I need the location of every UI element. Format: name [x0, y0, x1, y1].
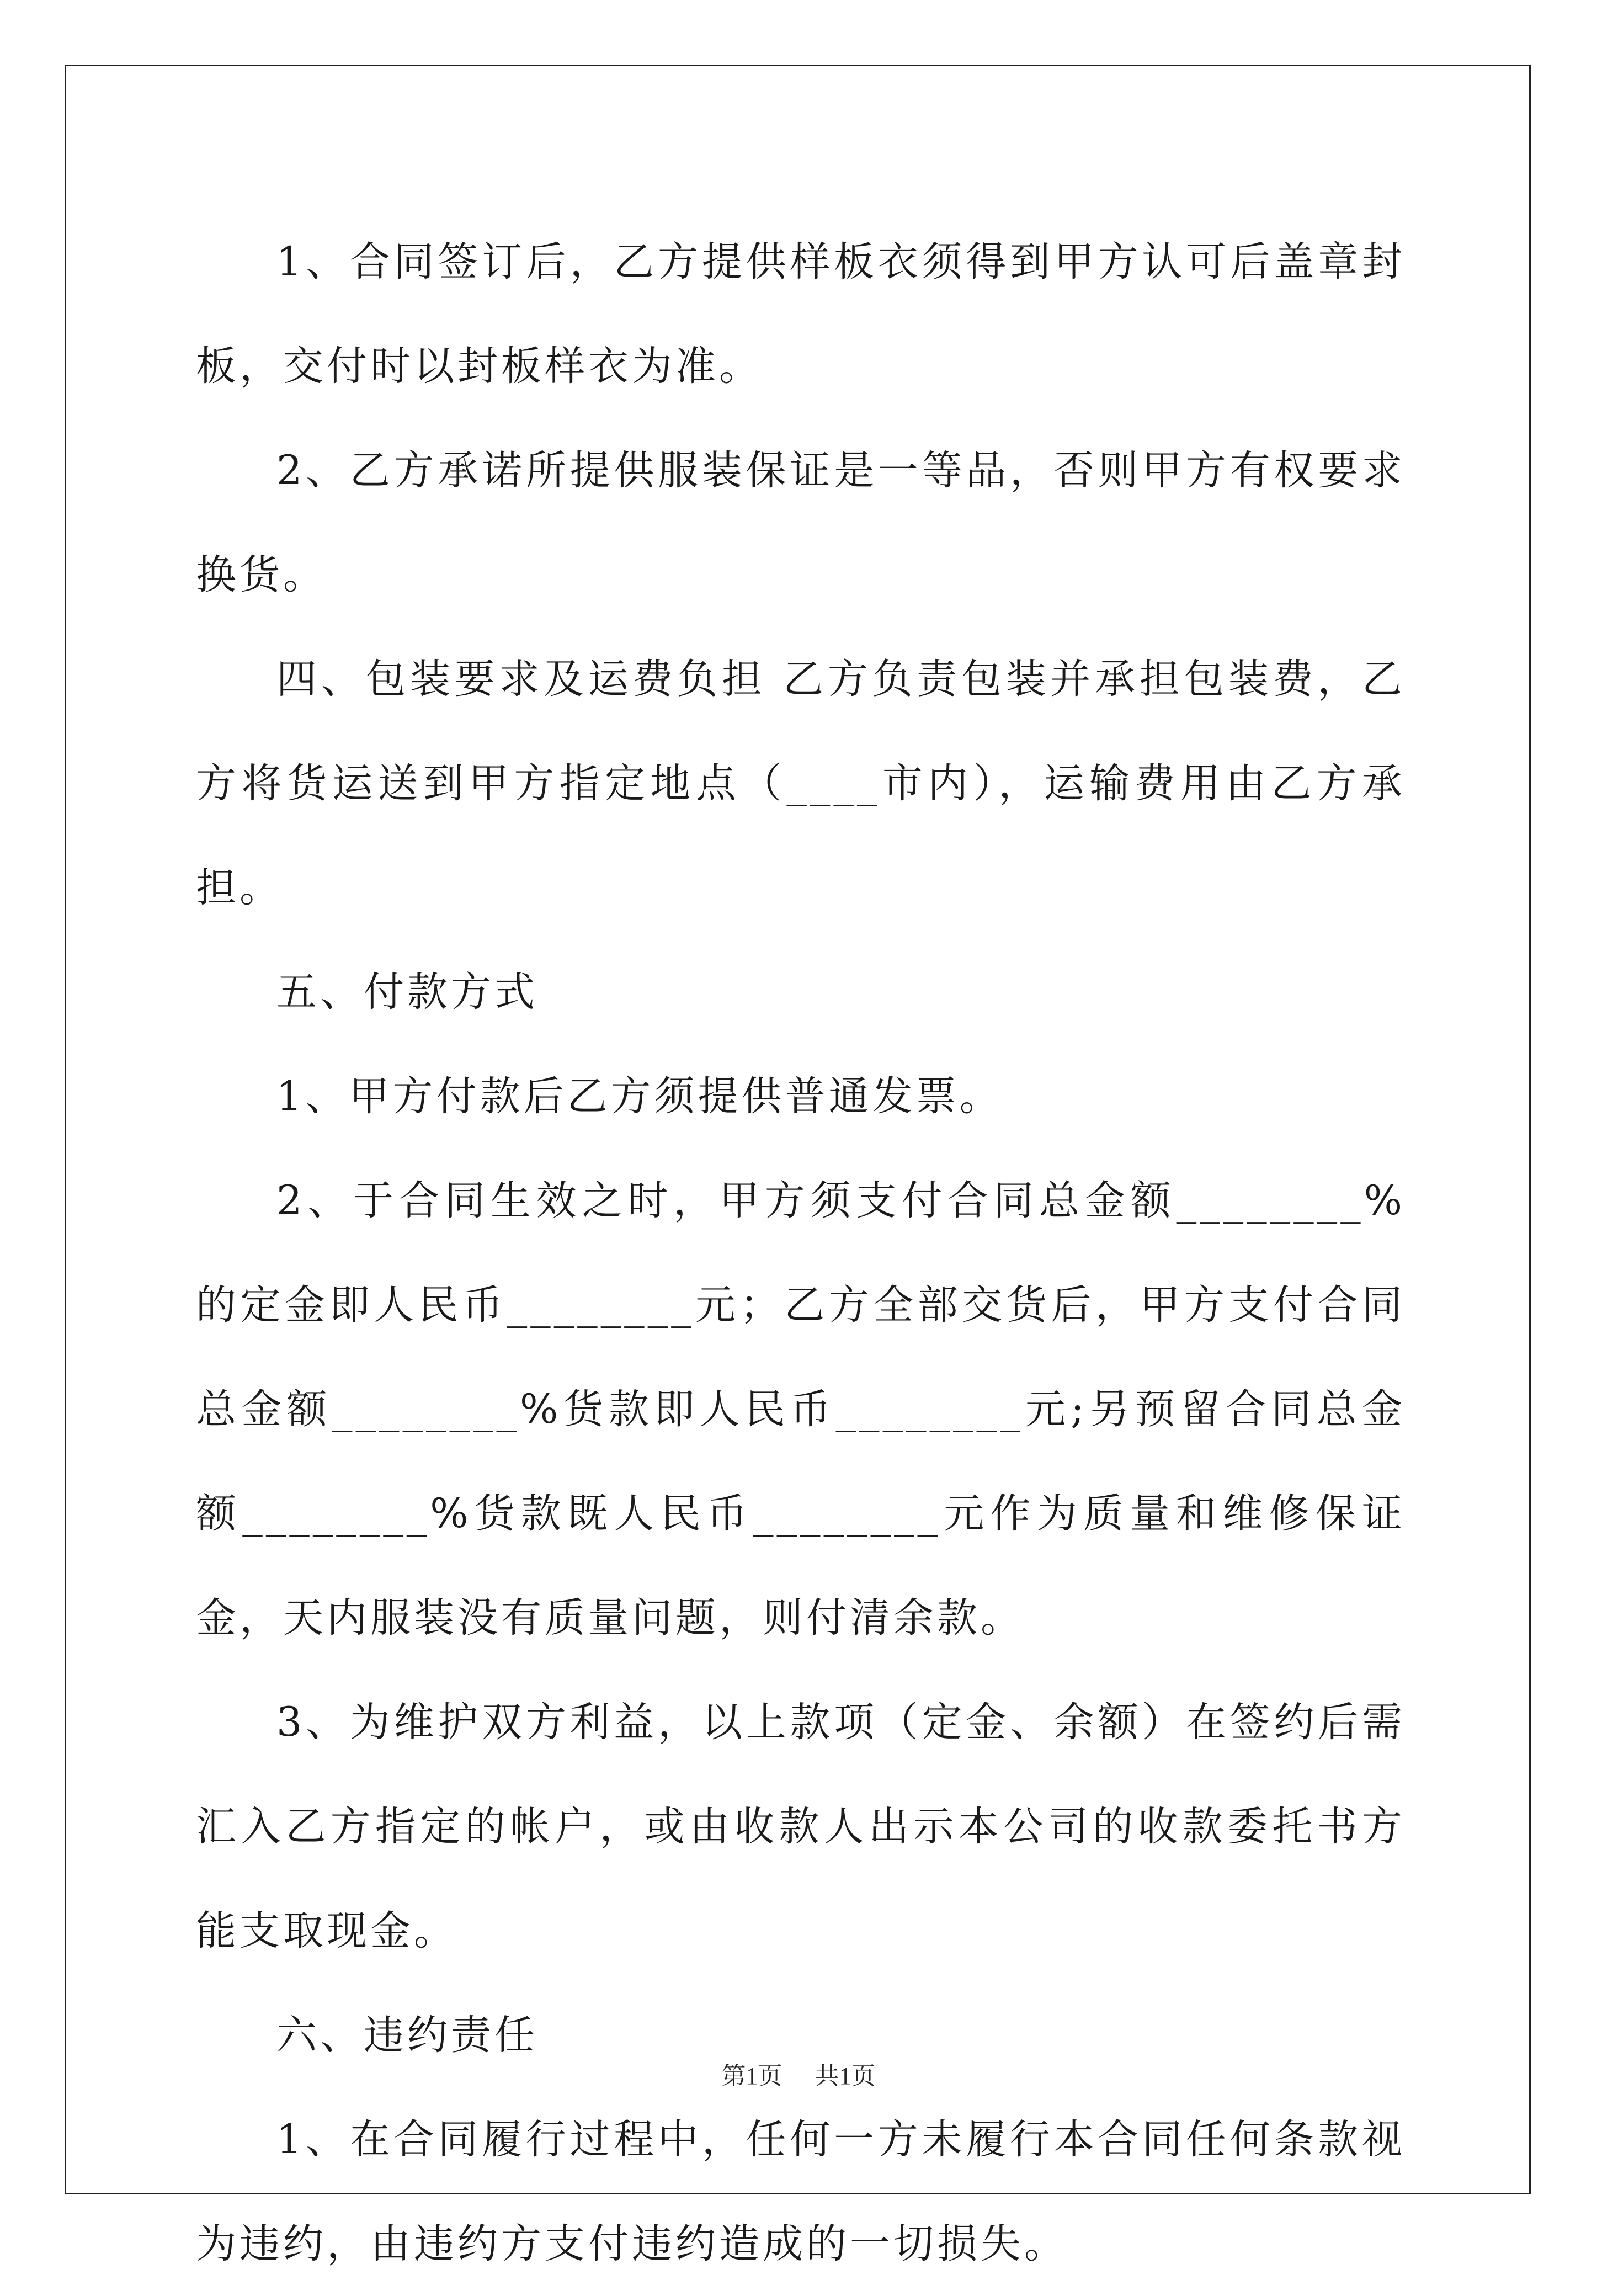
- paragraph-sample-approval: 1、合同签订后，乙方提供样板衣须得到甲方认可后盖章封板，交付时以封板样衣为准。: [196, 238, 1406, 390]
- paragraph-payment-schedule: 2、于合同生效之时，甲方须支付合同总金额________%的定金即人民币________元；乙方全部交货后，甲方支付合同总金额________%货款即人民币________元;另预留合同总金额________%货款既人民币________元作为质量和维修保证金，天内服装没有质量问题，则付清余款。: [196, 1177, 1406, 1641]
- section-heading-payment: 五、付款方式: [276, 969, 538, 1016]
- page-total: 共1页: [815, 2063, 876, 2090]
- section-packaging-shipping: 四、包装要求及运费负担 乙方负责包装并承担包装费，乙方将货运送到甲方指定地点（____市内），运输费用由乙方承担。: [196, 656, 1406, 911]
- paragraph-breach: 1、在合同履行过程中，任何一方未履行本合同任何条款视为违约，由违约方支付违约造成的一切损失。: [196, 2116, 1406, 2267]
- page-footer: [0, 2056, 1597, 2091]
- page-number: 第1页: [721, 2063, 782, 2090]
- document-body: [196, 210, 1406, 2296]
- paragraph-quality-guarantee: 2、乙方承诺所提供服装保证是一等品，否则甲方有权要求换货。: [196, 447, 1406, 598]
- paragraph-invoice: 1、甲方付款后乙方须提供普通发票。: [276, 1073, 1003, 1120]
- paragraph-payment-account: 3、为维护双方利益，以上款项（定金、余额）在签约后需汇入乙方指定的帐户，或由收款人出示本公司的收款委托书方能支取现金。: [196, 1699, 1406, 1954]
- section-heading-liability: 六、违约责任: [276, 2012, 538, 2059]
